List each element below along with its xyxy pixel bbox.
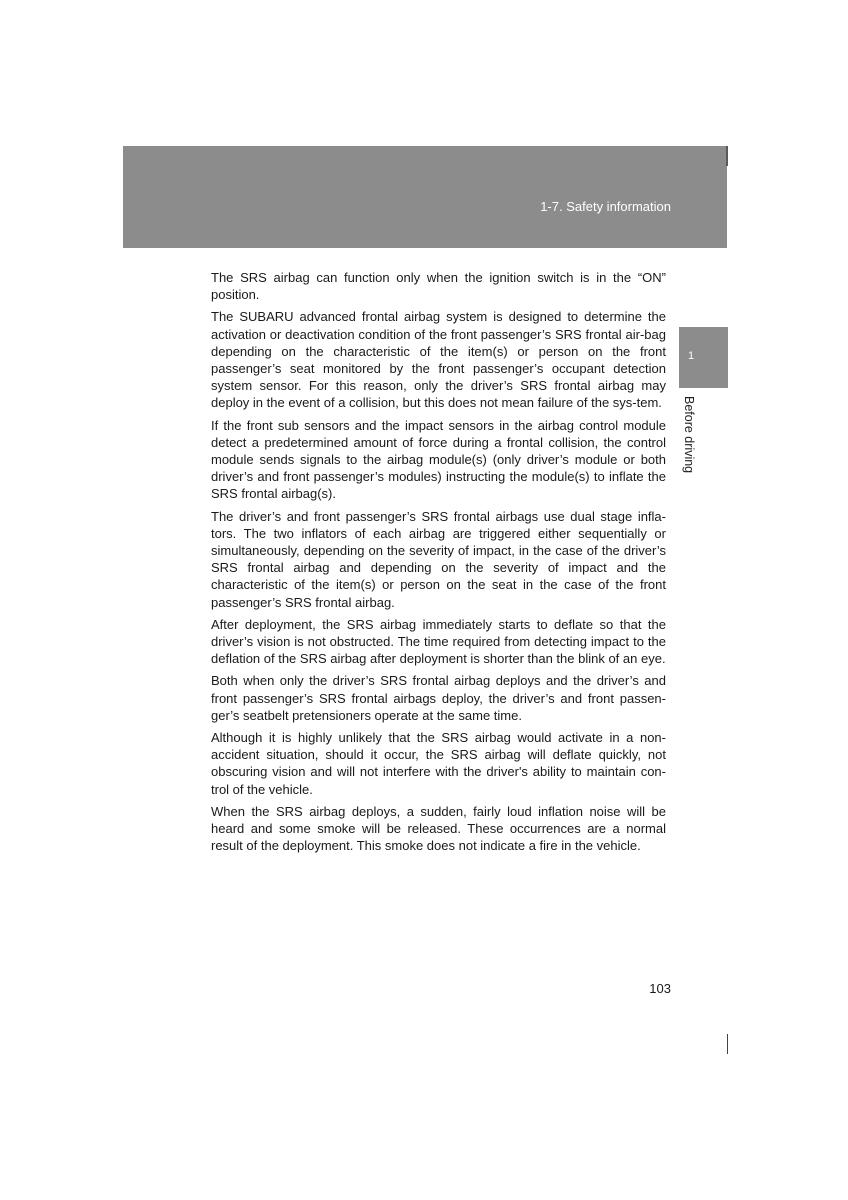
chapter-number: 1 — [688, 350, 695, 362]
paragraph: When the SRS airbag deploys, a sudden, fairly loud inflation noise will be heard and some smoke will be released. These occurrences are a normal result of the deployment. This smoke does not indicate a fire in the vehicle. — [211, 803, 666, 854]
page-number: 103 — [649, 981, 671, 996]
paragraph: Although it is highly unlikely that the SRS airbag would activate in a non-accident situation, should it occur, the SRS airbag will deflate quickly, not obscuring vision and will not interfere with the driver's ability to maintain con-trol of the vehicle. — [211, 730, 666, 797]
paragraph: The SRS airbag can function only when the ignition switch is in the “ON” position. — [211, 270, 666, 303]
paragraph: The driver’s and front passenger’s SRS frontal airbags use dual stage infla-tors. The two inflators of each airbag are triggered either sequentially or simultaneously, depending on the severity of impact, in the case of the driver’s SRS frontal airbag and depending on the severity of impact and the characteristic of the item(s) or person on the seat in the case of the front passenger’s SRS frontal airbag. — [211, 508, 666, 610]
paragraph: After deployment, the SRS airbag immediately starts to deflate so that the driver’s vision is not obstructed. The time required from detecting impact to the deflation of the SRS airbag after deployment is shorter than the blink of an eye. — [211, 616, 666, 667]
paragraph: If the front sub sensors and the impact sensors in the airbag control module detect a predetermined amount of force during a frontal collision, the control module sends signals to the airbag module(s) (only driver’s module or both driver’s and front passenger’s modules) instructing the module(s) to inflate the SRS frontal airbag(s). — [211, 417, 666, 502]
chapter-tab — [679, 327, 728, 388]
body-text — [211, 269, 666, 860]
header-edge-mark — [726, 146, 728, 166]
section-title: 1-7. Safety information — [540, 199, 671, 214]
margin-rule — [727, 1034, 728, 1054]
paragraph: The SUBARU advanced frontal airbag system is designed to determine the activation or deactivation condition of the front passenger’s SRS frontal air-bag depending on the characteristic of the item(s) or person on the front passenger’s seat monitored by the front passenger’s occupant detection system sensor. For this reason, only the driver’s SRS frontal airbag may deploy in the event of a collision, but this does not mean failure of the sys-tem. — [211, 309, 666, 411]
header-band — [123, 146, 727, 248]
chapter-label: Before driving — [682, 396, 696, 474]
paragraph: Both when only the driver’s SRS frontal airbag deploys and the driver’s and front passenger’s SRS frontal airbags deploy, the driver’s and front passen-ger’s seatbelt pretensioners operate at the same time. — [211, 673, 666, 723]
